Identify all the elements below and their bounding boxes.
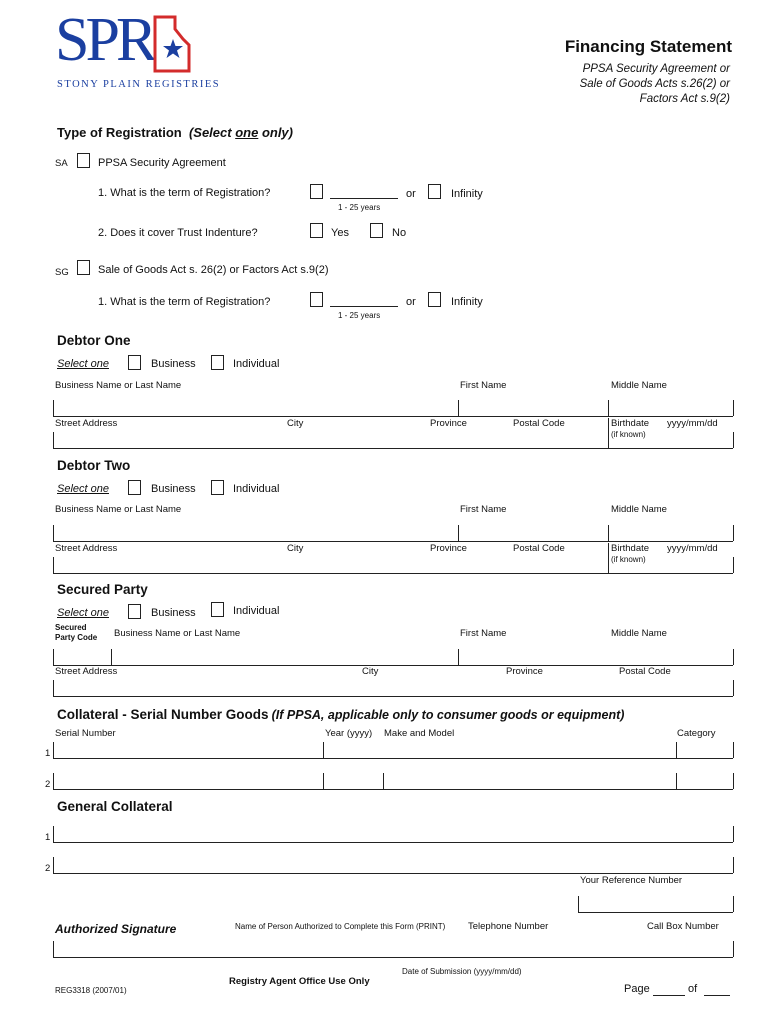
debtor-two-province-label: Province — [430, 543, 467, 554]
secured-party-individual-checkbox[interactable] — [211, 602, 224, 617]
form-subtitle-line-1: PPSA Security Agreement or — [582, 63, 730, 75]
debtor-one-name-field[interactable] — [53, 399, 458, 416]
sa-label: PPSA Security Agreement — [98, 157, 226, 169]
divider — [53, 541, 733, 542]
form-code: REG3318 (2007/01) — [55, 986, 127, 995]
sa-term-years-checkbox[interactable] — [310, 184, 323, 199]
divider — [53, 649, 54, 665]
divider — [53, 680, 54, 696]
divider — [53, 842, 733, 843]
debtor-one-middle-name-label: Middle Name — [611, 380, 667, 391]
collateral-category-field-2[interactable] — [676, 771, 733, 788]
collateral-year-field-1[interactable] — [323, 740, 383, 757]
trust-yes-label: Yes — [331, 227, 349, 239]
debtor-two-birthdate-field[interactable] — [608, 555, 733, 572]
collateral-make-label: Make and Model — [384, 728, 455, 739]
divider — [53, 873, 733, 874]
divider — [676, 742, 677, 758]
debtor-two-first-name-label: First Name — [460, 504, 507, 515]
debtor-two-middle-name-label: Middle Name — [611, 504, 667, 515]
sg-label: Sale of Goods Act s. 26(2) or Factors Act s.9(2) — [98, 264, 329, 276]
divider — [53, 773, 54, 789]
name-print-label: Name of Person Authorized to Complete this Form (PRINT) — [235, 922, 446, 931]
debtor-one-if-known: (if known) — [611, 430, 646, 439]
collateral-category-label: Category — [677, 728, 716, 739]
divider — [53, 696, 733, 697]
divider — [608, 525, 609, 541]
debtor-one-province-label: Province — [430, 418, 467, 429]
trust-no-label: No — [392, 227, 407, 239]
registry-logo-subtitle: STONY PLAIN REGISTRIES — [57, 79, 221, 90]
debtor-one-first-name-label: First Name — [460, 380, 507, 391]
registration-heading-select: (Select — [188, 125, 236, 140]
divider — [733, 826, 734, 842]
sg-term-years-checkbox[interactable] — [310, 292, 323, 307]
reference-number-field[interactable] — [578, 895, 733, 912]
debtor-two-first-name-field[interactable] — [458, 524, 608, 541]
debtor-one-first-name-field[interactable] — [458, 399, 608, 416]
divider — [733, 400, 734, 416]
authorized-signature-label: Authorized Signature — [55, 922, 177, 936]
general-collateral-field-1[interactable] — [53, 824, 733, 841]
divider — [733, 557, 734, 573]
divider — [53, 826, 54, 842]
page-number-field[interactable] — [653, 995, 685, 996]
sa-years-hint: 1 - 25 years — [338, 203, 381, 212]
sa-code: SA — [55, 158, 68, 169]
debtor-two-street-label: Street Address — [55, 543, 118, 554]
registration-heading-label: Type of Registration — [57, 125, 182, 140]
secured-party-address-field[interactable] — [53, 679, 733, 696]
debtor-two-city-label: City — [287, 543, 304, 554]
secured-party-select-one: Select one — [57, 607, 109, 619]
debtor-one-address-field[interactable] — [53, 430, 608, 447]
telephone-field[interactable] — [464, 940, 618, 957]
sa-or-label: or — [406, 188, 416, 200]
form-subtitle-line-3: Factors Act s.9(2) — [639, 93, 730, 105]
sg-term-question: 1. What is the term of Registration? — [98, 296, 271, 308]
divider — [53, 957, 733, 958]
secured-party-heading: Secured Party — [57, 582, 148, 597]
secured-party-middle-name-label: Middle Name — [611, 628, 667, 639]
divider — [608, 543, 609, 573]
debtor-one-birthdate-label: Birthdate — [611, 418, 650, 429]
collateral-heading — [57, 707, 624, 722]
debtor-two-business-checkbox[interactable] — [128, 480, 141, 495]
divider — [53, 857, 54, 873]
collateral-row-number: 2 — [45, 779, 51, 790]
divider — [608, 400, 609, 416]
collateral-heading-note: (If PPSA, applicable only to consumer goods or equipment) — [271, 708, 625, 722]
telephone-label: Telephone Number — [468, 921, 549, 932]
divider — [458, 400, 459, 416]
sa-checkbox[interactable] — [77, 153, 90, 168]
general-row-number: 2 — [45, 863, 51, 874]
registration-heading — [57, 125, 293, 140]
divider — [458, 649, 459, 665]
secured-party-first-name-field[interactable] — [458, 648, 608, 665]
sa-term-question: 1. What is the term of Registration? — [98, 187, 271, 199]
sg-years-hint: 1 - 25 years — [338, 311, 381, 320]
registry-logo: SPR — [55, 6, 154, 74]
collateral-serial-field-2[interactable] — [53, 771, 323, 788]
registration-heading-one: one — [235, 125, 259, 140]
divider — [578, 912, 733, 913]
secured-party-province-label: Province — [506, 666, 543, 677]
debtor-two-birthdate-label: Birthdate — [611, 543, 650, 554]
collateral-row-number: 1 — [45, 748, 51, 759]
collateral-make-field-1[interactable] — [383, 740, 676, 757]
divider — [53, 525, 54, 541]
trust-indenture-question: 2. Does it cover Trust Indenture? — [98, 227, 258, 239]
sg-infinity-checkbox[interactable] — [428, 292, 441, 307]
collateral-year-label: Year (yyyy) — [325, 728, 373, 739]
secured-party-name-label: Business Name or Last Name — [114, 628, 241, 639]
divider — [608, 418, 609, 448]
date-submission-label: Date of Submission (yyyy/mm/dd) — [402, 967, 522, 976]
debtor-two-business-label: Business — [151, 483, 196, 495]
debtor-one-business-name-label: Business Name or Last Name — [55, 380, 182, 391]
divider — [733, 649, 734, 665]
debtor-two-business-name-label: Business Name or Last Name — [55, 504, 182, 515]
divider — [323, 742, 324, 758]
divider — [676, 773, 677, 789]
divider — [323, 773, 324, 789]
divider — [733, 432, 734, 448]
debtor-two-postal-label: Postal Code — [513, 543, 565, 554]
debtor-one-business-label: Business — [151, 358, 196, 370]
debtor-two-name-field[interactable] — [53, 524, 458, 541]
divider — [733, 525, 734, 541]
debtor-one-city-label: City — [287, 418, 304, 429]
debtor-one-individual-label: Individual — [233, 358, 280, 370]
reference-number-label: Your Reference Number — [580, 875, 683, 886]
collateral-serial-label: Serial Number — [55, 728, 116, 739]
form-subtitle-line-2: Sale of Goods Acts s.26(2) or — [579, 78, 730, 90]
page-label: Page — [624, 983, 650, 995]
debtor-two-individual-label: Individual — [233, 483, 280, 495]
debtor-two-birth-format: yyyy/mm/dd — [667, 543, 718, 554]
divider — [53, 941, 54, 957]
sg-checkbox[interactable] — [77, 260, 90, 275]
debtor-one-heading: Debtor One — [57, 333, 131, 348]
debtor-one-select-one: Select one — [57, 358, 109, 370]
secured-party-code-label-2: Party Code — [55, 633, 98, 642]
collateral-make-field-2[interactable] — [383, 771, 676, 788]
secured-party-city-label: City — [362, 666, 379, 677]
divider — [733, 857, 734, 873]
secured-party-first-name-label: First Name — [460, 628, 507, 639]
collateral-serial-field-1[interactable] — [53, 740, 323, 757]
divider — [53, 416, 733, 417]
call-box-field[interactable] — [618, 940, 733, 957]
collateral-category-field-1[interactable] — [676, 740, 733, 757]
divider — [578, 896, 579, 912]
secured-party-code-field[interactable] — [53, 648, 111, 665]
secured-party-postal-label: Postal Code — [619, 666, 671, 677]
divider — [733, 941, 734, 957]
trust-yes-checkbox[interactable] — [310, 223, 323, 238]
debtor-two-address-field[interactable] — [53, 555, 608, 572]
page-number — [624, 983, 698, 995]
divider — [733, 773, 734, 789]
alberta-flag-icon — [153, 15, 191, 73]
debtor-two-middle-name-field[interactable] — [608, 524, 733, 541]
debtor-one-birthdate-field[interactable] — [608, 430, 733, 447]
divider — [53, 758, 733, 759]
debtor-two-if-known: (if known) — [611, 555, 646, 564]
secured-party-street-label: Street Address — [55, 666, 118, 677]
general-row-number: 1 — [45, 832, 51, 843]
page-total-field[interactable] — [704, 995, 730, 996]
authorized-signature-field[interactable] — [53, 940, 232, 957]
secured-party-business-label: Business — [151, 607, 196, 619]
sg-infinity-label: Infinity — [451, 296, 483, 308]
divider — [111, 649, 112, 665]
divider — [53, 400, 54, 416]
divider — [733, 680, 734, 696]
sa-term-years-field[interactable] — [330, 198, 398, 199]
divider — [53, 432, 54, 448]
sa-infinity-checkbox[interactable] — [428, 184, 441, 199]
divider — [53, 557, 54, 573]
divider — [383, 773, 384, 789]
divider — [53, 448, 733, 449]
page-of-label: of — [688, 983, 698, 995]
debtor-two-individual-checkbox[interactable] — [211, 480, 224, 495]
divider — [53, 573, 733, 574]
debtor-two-heading: Debtor Two — [57, 458, 131, 473]
divider — [733, 896, 734, 912]
divider — [53, 789, 733, 790]
form-title: Financing Statement — [564, 37, 732, 56]
registration-heading-only: only) — [258, 125, 293, 140]
divider — [733, 742, 734, 758]
debtor-one-individual-checkbox[interactable] — [211, 355, 224, 370]
secured-party-middle-name-field[interactable] — [608, 648, 733, 665]
general-collateral-field-2[interactable] — [53, 856, 733, 873]
general-collateral-heading: General Collateral — [57, 799, 173, 814]
divider — [53, 742, 54, 758]
debtor-one-business-checkbox[interactable] — [128, 355, 141, 370]
debtor-one-postal-label: Postal Code — [513, 418, 565, 429]
office-use-label: Registry Agent Office Use Only — [229, 976, 370, 987]
collateral-heading-label: Collateral - Serial Number Goods — [57, 707, 269, 722]
sg-or-label: or — [406, 296, 416, 308]
debtor-one-street-label: Street Address — [55, 418, 118, 429]
secured-party-name-field[interactable] — [111, 648, 458, 665]
collateral-year-field-2[interactable] — [323, 771, 383, 788]
sg-code: SG — [55, 267, 69, 278]
name-print-field[interactable] — [232, 940, 464, 957]
debtor-one-middle-name-field[interactable] — [608, 399, 733, 416]
debtor-one-birth-format: yyyy/mm/dd — [667, 418, 718, 429]
sa-infinity-label: Infinity — [451, 188, 483, 200]
secured-party-individual-label: Individual — [233, 605, 280, 617]
divider — [458, 525, 459, 541]
secured-party-business-checkbox[interactable] — [128, 604, 141, 619]
sg-term-years-field[interactable] — [330, 306, 398, 307]
call-box-label: Call Box Number — [647, 921, 719, 932]
secured-party-code-label-1: Secured — [55, 623, 87, 632]
debtor-two-select-one: Select one — [57, 483, 109, 495]
trust-no-checkbox[interactable] — [370, 223, 383, 238]
